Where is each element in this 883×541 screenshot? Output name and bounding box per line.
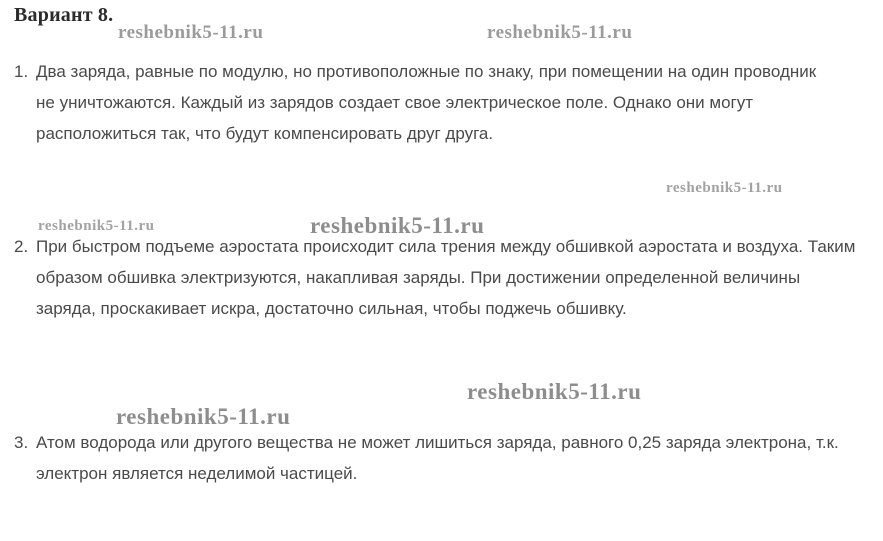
- answer-text: При быстром подъеме аэростата происходит сила трения между обшивкой аэростата и воздуха. Таким образом обшивка электризуются, накапливая заряды. При достижении определенной величины заряда, проскакивает искра, достаточно сильная, чтобы поджечь обшивку.: [36, 237, 856, 318]
- answer-number: 3.: [14, 433, 29, 452]
- watermark: reshebnik5-11.ru: [310, 213, 485, 238]
- answer-number: 2.: [14, 237, 29, 256]
- watermark: reshebnik5-11.ru: [467, 379, 642, 404]
- watermark: reshebnik5-11.ru: [38, 218, 155, 234]
- answer-text: Атом водорода или другого вещества не может лишиться заряда, равного 0,25 заряда электрона, т.к. электрон является неделимой частицей.: [36, 433, 839, 483]
- watermark: reshebnik5-11.ru: [118, 22, 264, 43]
- answer-text: Два заряда, равные по модулю, но противоположные по знаку, при помещении на один проводник не уничтожаются. Каждый из зарядов создает свое электрическое поле. Однако они могут расположиться так, что будут компенсировать друг друга.: [36, 62, 817, 143]
- watermark: reshebnik5-11.ru: [116, 404, 291, 429]
- watermark: reshebnik5-11.ru: [487, 22, 633, 43]
- answer-item: [14, 231, 864, 324]
- page-title: Вариант 8.: [14, 4, 114, 26]
- answer-item: [14, 427, 864, 489]
- watermark: reshebnik5-11.ru: [666, 180, 783, 196]
- answer-number: 1.: [14, 62, 29, 81]
- answer-item: [14, 56, 844, 149]
